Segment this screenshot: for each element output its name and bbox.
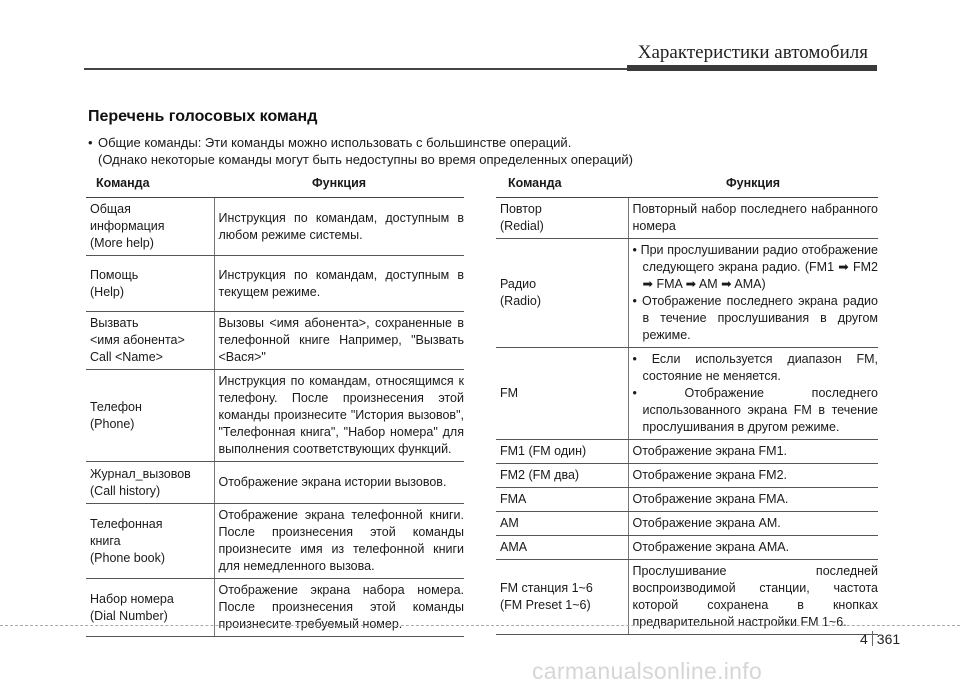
function-bullet: • При прослушивании радио отображение следующего экрана радио. (FM1 ➡ FM2 ➡ FMA ➡ AM ➡ AMA) — [632, 243, 878, 291]
command-cell: FM станция 1~6 (FM Preset 1~6) — [496, 560, 628, 635]
function-cell: Отображение экрана набора номера. После произнесения этой команды произнесите требуемый номер. — [214, 579, 464, 637]
function-bullet: • Отображение последнего экрана радио в течение прослушивания в другом режиме. — [632, 294, 878, 342]
command-cell: FM2 (FM два) — [496, 464, 628, 488]
function-cell: Инструкция по командам, доступным в любом режиме системы. — [214, 198, 464, 256]
function-text: Повторный набор последнего набранного номера — [632, 202, 878, 233]
table-row — [496, 560, 878, 635]
function-cell — [628, 488, 878, 512]
command-cell: Общая информация (More help) — [86, 198, 214, 256]
table-row — [496, 239, 878, 348]
table-header-row — [496, 172, 878, 198]
function-cell: Отображение экрана истории вызовов. — [214, 462, 464, 504]
table-row — [496, 348, 878, 440]
function-bullet: • Отображение последнего использованного экрана FM в течение прослушивания в другом режиме. — [632, 386, 878, 434]
commands-table-right — [496, 172, 878, 635]
commands-table-left — [86, 172, 464, 637]
table-row — [496, 464, 878, 488]
command-cell: Телефон (Phone) — [86, 370, 214, 462]
command-cell: FM1 (FM один) — [496, 440, 628, 464]
function-cell — [628, 512, 878, 536]
column-header-command: Команда — [496, 172, 628, 198]
function-cell — [628, 348, 878, 440]
function-cell — [628, 440, 878, 464]
function-cell — [628, 198, 878, 239]
intro-text — [88, 134, 633, 168]
table-row — [496, 198, 878, 239]
function-cell — [628, 464, 878, 488]
table-row — [86, 370, 464, 462]
table-row — [496, 536, 878, 560]
chapter-title: Характеристики автомобиля — [637, 42, 868, 63]
command-cell: Вызвать <имя абонента> Call <Name> — [86, 312, 214, 370]
table-row — [496, 440, 878, 464]
function-cell — [628, 560, 878, 635]
watermark: carmanualsonline.info — [532, 658, 763, 684]
function-bullet: • Если используется диапазон FM, состояние не меняется. — [632, 352, 878, 383]
command-cell: Телефонная книга (Phone book) — [86, 504, 214, 579]
intro-note: (Однако некоторые команды могут быть недоступны во время определенных операций) — [98, 152, 634, 167]
page-separator — [872, 631, 873, 646]
table-row — [496, 488, 878, 512]
function-text: Отображение экрана AMA. — [632, 540, 790, 554]
command-cell: Набор номера (Dial Number) — [86, 579, 214, 637]
table-row — [86, 504, 464, 579]
column-header-function: Функция — [628, 172, 878, 198]
command-cell: FM — [496, 348, 628, 440]
header-rule — [84, 68, 627, 70]
table-row — [86, 256, 464, 312]
function-cell — [628, 536, 878, 560]
table-row — [86, 462, 464, 504]
page-number — [860, 631, 900, 647]
command-cell: Радио (Radio) — [496, 239, 628, 348]
function-text: Прослушивание последней воспроизводимой станции, частота которой сохранена в кнопках предварительной настройки FM 1~6. — [632, 564, 878, 629]
page-number-value: 361 — [876, 631, 901, 647]
command-cell: FMA — [496, 488, 628, 512]
table-row — [86, 579, 464, 637]
function-cell: Инструкция по командам, относящимся к телефону. После произнесения этой команды произнесите "История вызовов", "Телефонная книга", "Набор номера" для выполнения соответствующих функций. — [214, 370, 464, 462]
footer-divider — [0, 625, 960, 626]
section-title: Перечень голосовых команд — [88, 108, 318, 125]
command-cell: Помощь (Help) — [86, 256, 214, 312]
function-cell — [628, 239, 878, 348]
table-header-row — [86, 172, 464, 198]
column-header-function: Функция — [214, 172, 464, 198]
function-text: Отображение экрана AM. — [632, 516, 781, 530]
command-cell: AMA — [496, 536, 628, 560]
header-bar — [627, 65, 877, 71]
table-row — [86, 312, 464, 370]
function-text: Отображение экрана FM2. — [632, 468, 787, 482]
function-cell: Отображение экрана телефонной книги. После произнесения этой команды произнесите имя из телефонной книги для немедленного вызова. — [214, 504, 464, 579]
command-cell: Журнал_вызовов (Call history) — [86, 462, 214, 504]
command-cell: AM — [496, 512, 628, 536]
column-header-command: Команда — [86, 172, 214, 198]
bullet-dot: • — [88, 135, 93, 150]
intro-bullet: Общие команды: Эти команды можно использовать с большинстве операций. — [98, 135, 572, 150]
function-text: Отображение экрана FMA. — [632, 492, 789, 506]
command-cell: Повтор (Redial) — [496, 198, 628, 239]
table-row — [496, 512, 878, 536]
function-cell: Вызовы <имя абонента>, сохраненные в телефонной книге Например, "Вызвать <Вася>" — [214, 312, 464, 370]
function-cell: Инструкция по командам, доступным в текущем режиме. — [214, 256, 464, 312]
chapter-number: 4 — [860, 631, 868, 647]
function-text: Отображение экрана FM1. — [632, 444, 787, 458]
table-row — [86, 198, 464, 256]
